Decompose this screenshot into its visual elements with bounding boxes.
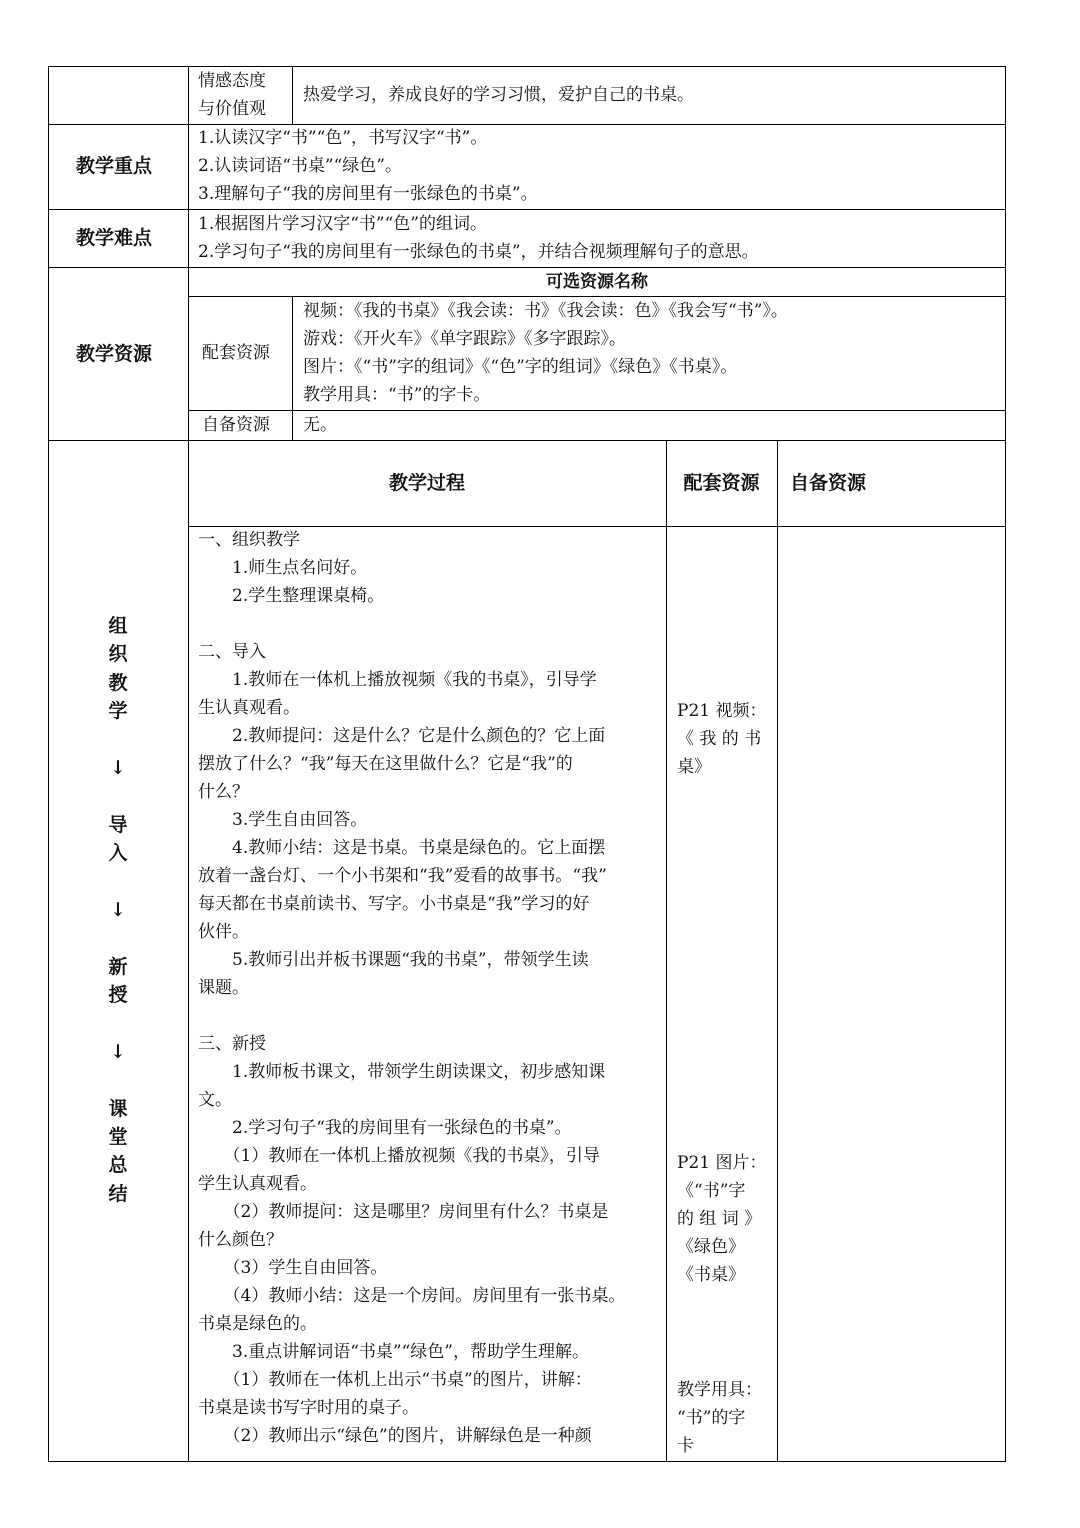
process-line: 书桌是读书写字时用的桌子。 [198,1398,419,1418]
side-label-char [48,924,188,952]
matched-header: 配套资源 [683,472,760,494]
process-line: 3.重点讲解词语“书桌”“绿色”，帮助学生理解。 [198,1342,589,1362]
focus-item: 3.理解句子“我的房间里有一张绿色的书桌”。 [198,184,538,204]
process-line: （2）教师出示“绿色”的图片，讲解绿色是一种颜 [198,1426,592,1446]
process-line [198,610,625,638]
process-line: 每天都在书桌前读书、写字。小书桌是“我”学习的好 [198,894,590,914]
side-label-char: 堂 [108,1126,128,1149]
side-label-char: 总 [108,1154,128,1177]
grid-line [292,296,293,440]
process-line: 3.学生自由回答。 [198,810,368,830]
process-line: （4）教师小结：这是一个房间。房间里有一张书桌。 [198,1286,626,1306]
emotion-text: 热爱学习，养成良好的学习习惯，爱护自己的书桌。 [303,85,694,105]
process-line: （3）学生自由回答。 [198,1258,388,1278]
matched-resources-list [303,297,788,409]
own-resources-value: 无。 [303,415,337,435]
grid-line [48,1461,1006,1462]
focus-label: 教学重点 [76,155,153,177]
grid-line [48,440,1006,441]
process-line: 摆放了什么？“我”每天在这里做什么？它是“我”的 [198,754,573,774]
process-line: 伙伴。 [198,922,249,942]
process-line: 生认真观看。 [198,698,300,718]
resource-item: 图片：《“书”字的组词》《“色”字的组词》《绿色》《书桌》。 [303,357,738,377]
difficulty-item: 2.学习句子“我的房间里有一张绿色的书桌”，并结合视频理解句子的意思。 [198,242,759,262]
side-label-char: 授 [108,984,128,1007]
side-label-char: ↓ [110,756,126,779]
resources-label: 教学资源 [76,343,153,365]
side-label-char: ↓ [110,898,126,921]
side-label-char [48,1009,188,1037]
side-label-char: 教 [108,671,128,694]
grid-line [292,66,293,124]
side-label-char [48,726,188,754]
process-header: 教学过程 [388,472,465,494]
difficulty-label: 教学难点 [76,227,153,249]
grid-line [48,66,1006,67]
resource-note-images: P21 图片： 《“书”字 的 组 词 》 《绿色》 《书桌》 [677,1153,767,1285]
side-label-char: 入 [108,842,128,865]
side-label-char: 导 [108,813,128,836]
resource-item: 视频：《我的书桌》《我会读：书》《我会读：色》《我会写“书”》。 [303,301,788,321]
process-line: 一、组织教学 [198,530,300,550]
process-side-label [48,612,188,1208]
difficulty-item: 1.根据图片学习汉字“书”“色”的组词。 [198,214,487,234]
side-label-char [48,1066,188,1094]
process-line: 2.学习句子“我的房间里有一张绿色的书桌”。 [198,1118,572,1138]
process-line: 学生认真观看。 [198,1174,317,1194]
process-line: 文。 [198,1090,232,1110]
process-line: 5.教师引出并板书课题“我的书桌”，带领学生读 [198,950,589,970]
side-label-char: ↓ [110,1040,126,1063]
process-line: 课题。 [198,978,249,998]
process-line: 书桌是绿色的。 [198,1314,317,1334]
process-line: 放着一盏台灯、一个小书架和“我”爱看的故事书。“我” [198,866,607,886]
own-resources-label: 自备资源 [202,415,270,435]
process-line: （1）教师在一体机上出示“书桌”的图片，讲解： [198,1370,592,1390]
emotion-label: 情感态度 与价值观 [198,71,266,119]
resource-note-tool: 教学用具： “书”的字 卡 [677,1380,762,1456]
process-line: 什么颜色？ [198,1230,283,1250]
focus-item: 2.认读词语“书桌”“绿色”。 [198,156,402,176]
process-text [198,526,625,1450]
resources-header: 可选资源名称 [546,272,648,292]
side-label-char: 组 [108,615,128,637]
resource-item: 教学用具：“书”的字卡。 [303,385,491,405]
resource-item: 游戏：《开火车》《单字跟踪》《多字跟踪》。 [303,329,626,349]
process-line: （1）教师在一体机上播放视频《我的书桌》，引导 [198,1146,600,1166]
own-header: 自备资源 [790,472,867,494]
side-label-char: 结 [108,1182,128,1205]
matched-resources-label: 配套资源 [202,343,270,363]
side-label-char: 学 [108,700,128,723]
process-line: 1.师生点名问好。 [198,558,368,578]
side-label-char: 课 [108,1097,128,1120]
side-label-char: 织 [108,643,128,666]
process-line: 2.教师提问：这是什么？它是什么颜色的？它上面 [198,726,606,746]
side-label-char [48,868,188,896]
process-line: 2.学生整理课桌椅。 [198,586,385,606]
focus-item: 1.认读汉字“书”“色”，书写汉字“书”。 [198,128,488,148]
process-line: 三、新授 [198,1034,266,1054]
process-line: 4.教师小结：这是书桌。书桌是绿色的。它上面摆 [198,838,606,858]
side-label-char: 新 [108,955,128,978]
process-line: 二、导入 [198,642,266,662]
side-label-char [48,782,188,810]
focus-items [198,124,538,208]
process-line [198,1002,625,1030]
process-line: 什么？ [198,782,249,802]
process-line: 1.教师在一体机上播放视频《我的书桌》，引导学 [198,670,597,690]
resource-note-video: P21 视频： 《 我 的 书 桌》 [677,701,767,777]
process-line: （2）教师提问：这是哪里？房间里有什么？书桌是 [198,1202,609,1222]
difficulty-items [198,210,759,266]
process-line: 1.教师板书课文，带领学生朗读课文，初步感知课 [198,1062,606,1082]
grid-line [777,440,778,1462]
grid-line [666,440,667,1462]
